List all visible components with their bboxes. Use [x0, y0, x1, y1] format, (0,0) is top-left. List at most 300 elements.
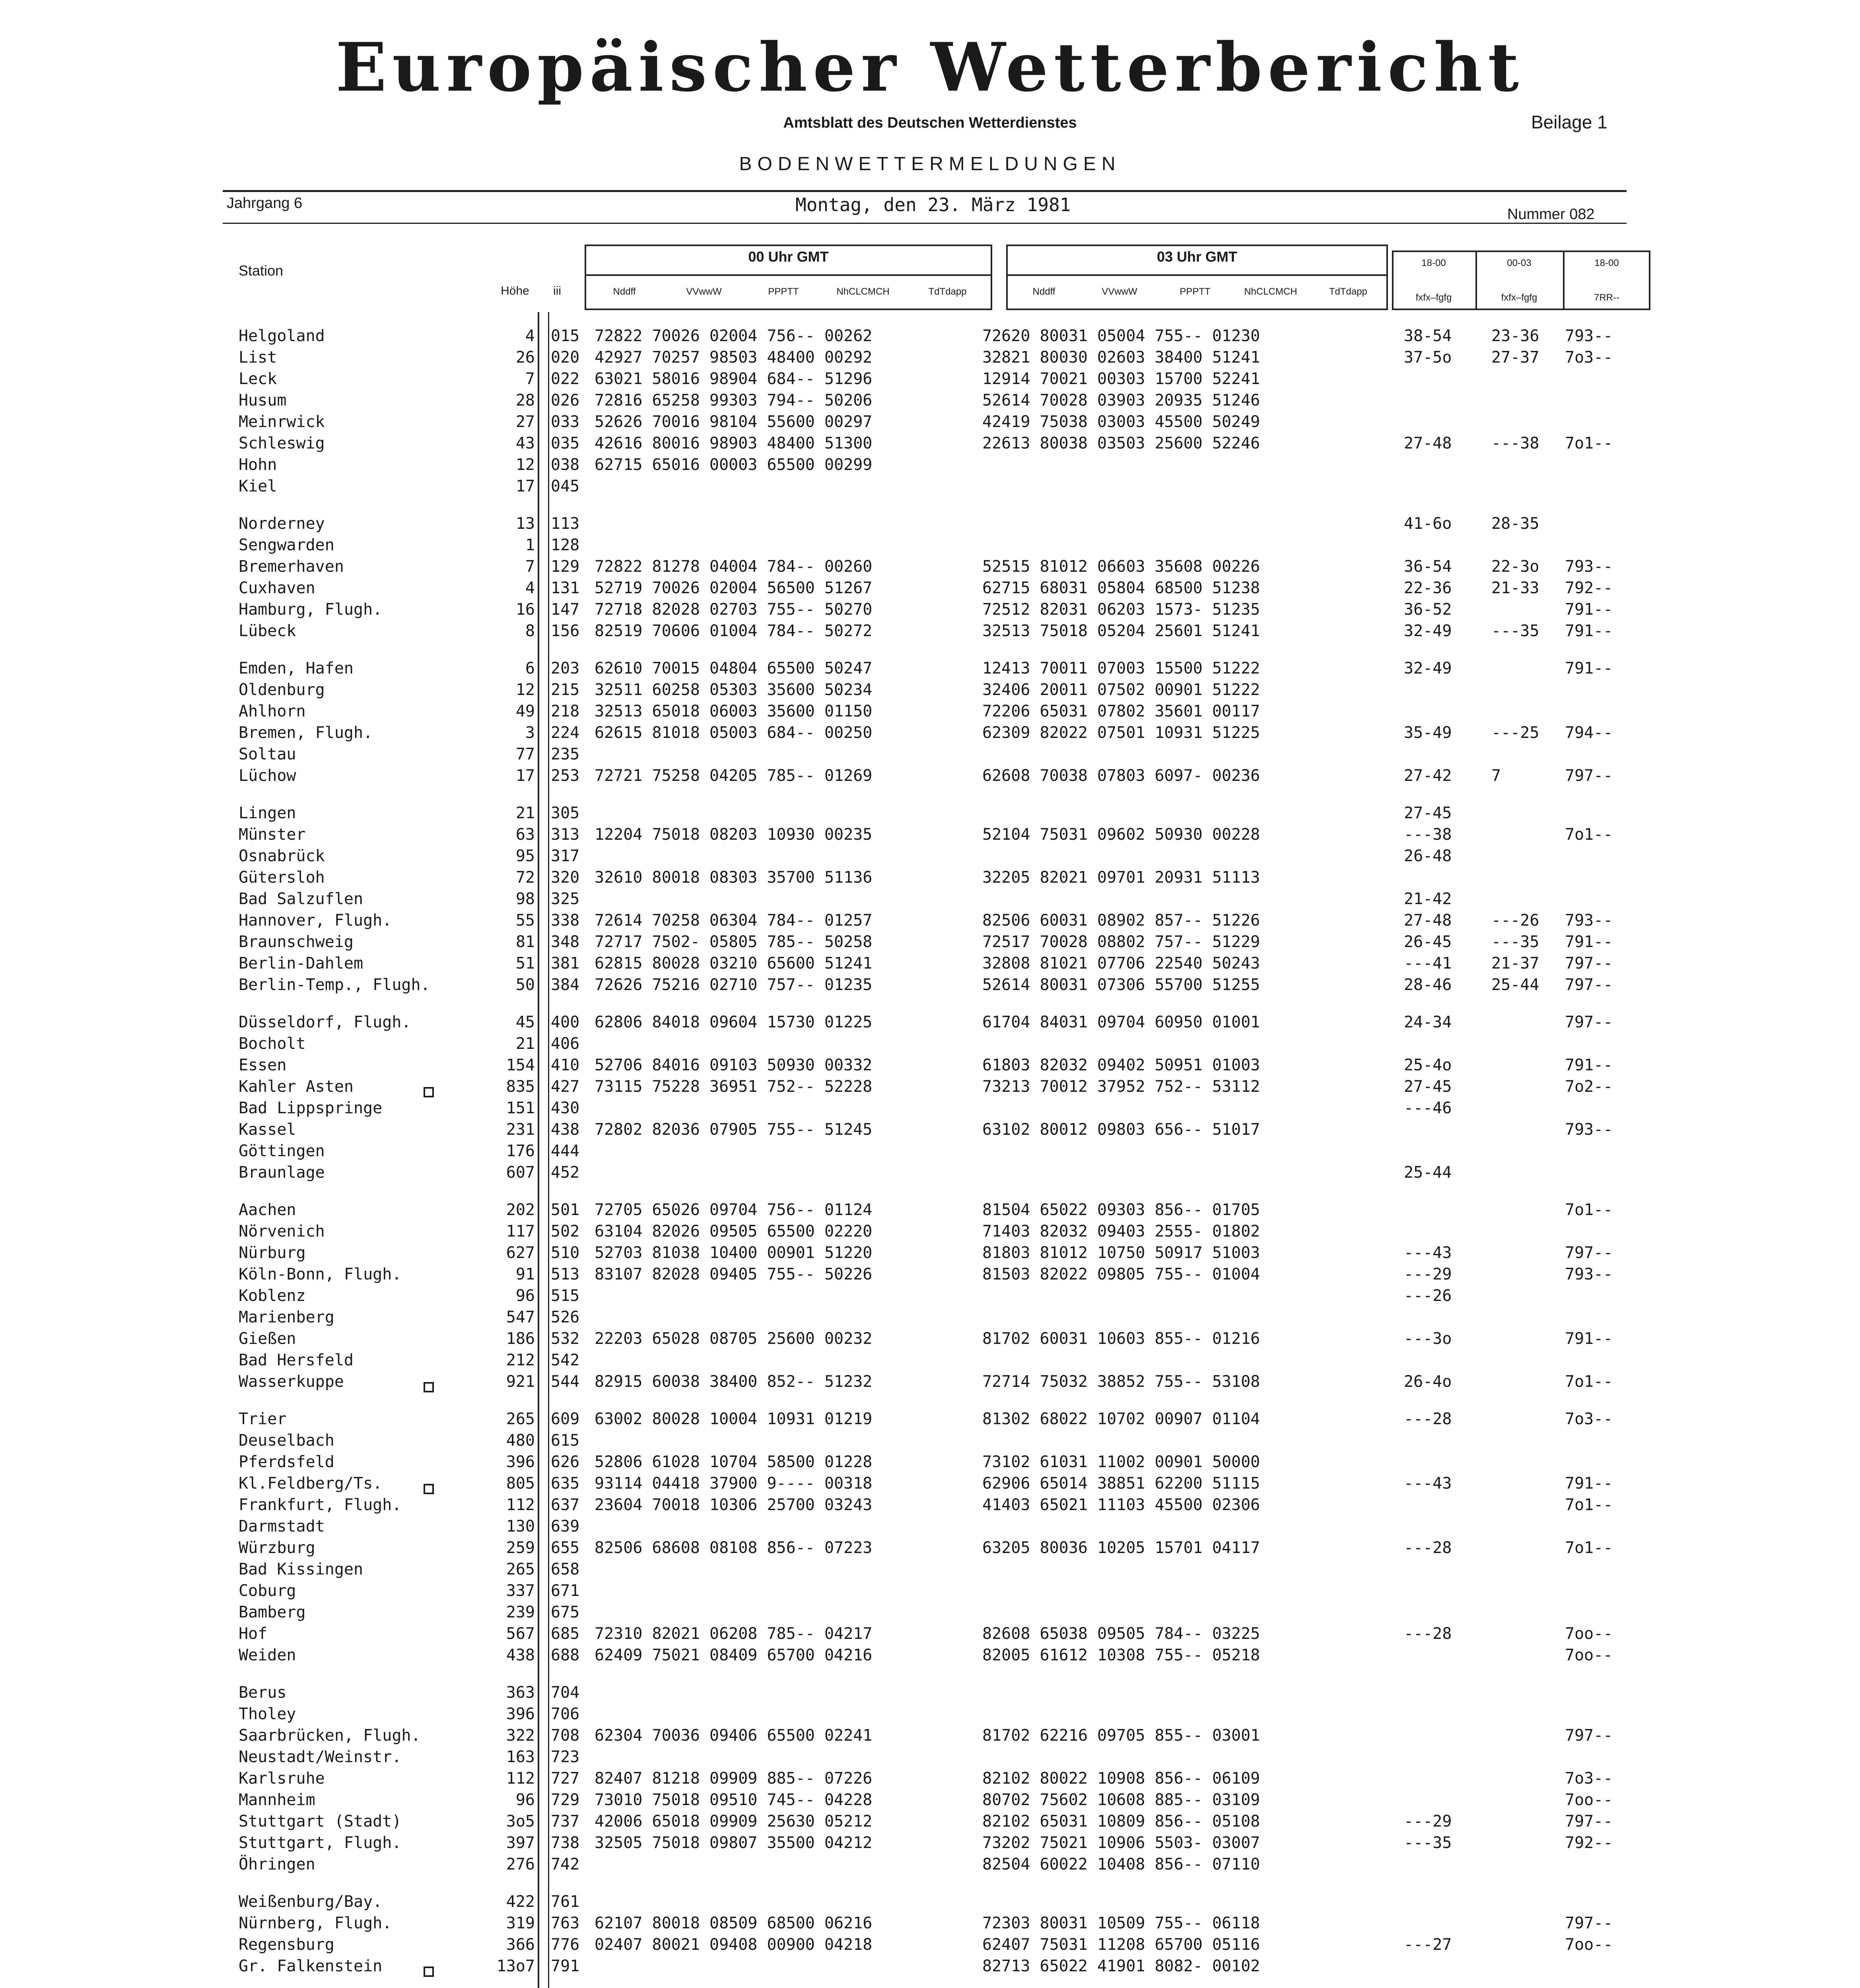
gust-18-00: ---28: [1404, 1410, 1452, 1428]
station-name: Helgoland: [239, 327, 325, 345]
station-index: 235: [551, 745, 580, 763]
gust-18-00: ---27: [1404, 1936, 1452, 1954]
station-height: 91: [515, 1265, 535, 1283]
table-row: [0, 325, 1860, 347]
gust-18-00: ---43: [1404, 1474, 1452, 1493]
gust-00-03: 22-3o: [1491, 557, 1539, 576]
table-row: [0, 658, 1860, 679]
station-height: 55: [515, 911, 535, 930]
obs-03-gmt: 52104 75031 09602 50930 00228: [982, 825, 1260, 844]
group-00-header: 00 Uhr GMT: [748, 248, 829, 265]
station-name: Meinrwick: [239, 413, 325, 431]
group-03-header: 03 Uhr GMT: [1156, 248, 1238, 265]
station-name: Husum: [239, 391, 287, 410]
obs-00-gmt: 72310 82021 06208 785-- 04217: [595, 1625, 873, 1643]
precip-18-00: 7oo--: [1565, 1646, 1613, 1664]
station-height: 13: [515, 514, 535, 533]
station-height: 3: [525, 724, 535, 742]
station-name: Bocholt: [239, 1035, 306, 1053]
obs-03-gmt: 82102 80022 10908 856-- 06109: [982, 1769, 1260, 1788]
table-row: [0, 1307, 1860, 1328]
precip-18-00: 793--: [1565, 1120, 1613, 1139]
precip-18-00: 7o3--: [1565, 1769, 1613, 1788]
table-row: [0, 620, 1860, 642]
station-name: Saarbrücken, Flugh.: [239, 1726, 421, 1745]
table-row: [0, 1473, 1860, 1494]
station-index: 033: [551, 413, 580, 431]
station-name: Bad Lippspringe: [239, 1099, 383, 1117]
obs-03-gmt: 81504 65022 09303 856-- 01705: [982, 1201, 1260, 1219]
station-name: Bad Hersfeld: [239, 1351, 354, 1369]
station-index: 015: [551, 327, 580, 345]
station-index: 128: [551, 536, 580, 554]
station-index: 045: [551, 477, 580, 495]
precip-18-00: 797--: [1565, 1726, 1613, 1745]
table-row: [0, 368, 1860, 390]
extra-divider-1: [1475, 250, 1477, 310]
table-row: [0, 1451, 1860, 1473]
gust-18-00: ---3o: [1404, 1330, 1452, 1348]
report-subtitle: Amtsblatt des Deutschen Wetterdienstes: [783, 115, 1077, 131]
obs-00-gmt: 72721 75258 04205 785-- 01269: [595, 767, 873, 785]
obs-03-gmt: 52614 70028 03903 20935 51246: [982, 391, 1260, 410]
table-row: [0, 722, 1860, 744]
station-height: 627: [506, 1244, 535, 1262]
station-name: Kahler Asten: [239, 1077, 354, 1096]
station-index: 708: [551, 1726, 580, 1745]
obs-00-gmt: 52719 70026 02004 56500 51267: [595, 579, 873, 597]
gust-18-00: ---28: [1404, 1539, 1452, 1557]
precip-18-00: 793--: [1565, 327, 1613, 345]
station-height: 8: [525, 622, 535, 640]
station-height: 6: [525, 659, 535, 678]
obs-00-gmt: 32513 65018 06003 35600 01150: [595, 702, 873, 720]
gust-18-00: 32-49: [1404, 622, 1452, 640]
station-name: Bremerhaven: [239, 557, 344, 576]
obs-00-gmt: 02407 80021 09408 00900 04218: [595, 1936, 873, 1954]
station-index: 776: [551, 1936, 580, 1954]
extra-2-header: 00-03: [1507, 258, 1532, 268]
station-height: 4: [525, 579, 535, 597]
gust-18-00: 37-5o: [1404, 348, 1452, 367]
obs-03-gmt: 82608 65038 09505 784-- 03225: [982, 1625, 1260, 1643]
station-height: 396: [506, 1453, 535, 1471]
table-row: [0, 1768, 1860, 1789]
table-row: [0, 845, 1860, 867]
station-index: 427: [551, 1077, 580, 1096]
table-row: [0, 1811, 1860, 1832]
station-name: Berlin-Dahlem: [239, 954, 363, 973]
obs-00-gmt: 63021 58016 98904 684-- 51296: [595, 370, 873, 388]
obs-00-gmt: 62815 80028 03210 65600 51241: [595, 954, 873, 973]
gust-00-03: ---35: [1491, 622, 1539, 640]
gust-18-00: 22-36: [1404, 579, 1452, 597]
obs-00-gmt: 72816 65258 99303 794-- 50206: [595, 391, 873, 410]
station-name: Cuxhaven: [239, 579, 315, 597]
station-index: 317: [551, 847, 580, 865]
obs-03-gmt: 12914 70021 00303 15700 52241: [982, 370, 1260, 388]
date-rule: [223, 223, 1627, 224]
gust-00-03: ---26: [1491, 911, 1539, 930]
station-index: 685: [551, 1625, 580, 1643]
table-row: [0, 1580, 1860, 1602]
station-height: 21: [515, 804, 535, 822]
station-index: 615: [551, 1431, 580, 1450]
station-height: 607: [506, 1163, 535, 1182]
gust-18-00: 26-45: [1404, 933, 1452, 951]
obs-00-gmt: 62715 65016 00003 65500 00299: [595, 456, 873, 474]
station-index: 129: [551, 557, 580, 576]
station-height: 547: [506, 1308, 535, 1326]
obs-03-gmt: 73202 75021 10906 5503- 03007: [982, 1834, 1260, 1852]
station-index: 438: [551, 1120, 580, 1139]
table-row: [0, 1140, 1860, 1162]
station-name: Schleswig: [239, 434, 325, 452]
obs-00-gmt: 12204 75018 08203 10930 00235: [595, 825, 873, 844]
station-height: 117: [506, 1222, 535, 1241]
station-index: 542: [551, 1351, 580, 1369]
field-03-vvwww: VVwwW: [1102, 286, 1137, 297]
station-name: Gütersloh: [239, 868, 325, 887]
precip-18-00: 797--: [1565, 1013, 1613, 1031]
station-index: 218: [551, 702, 580, 720]
station-name: Frankfurt, Flugh.: [239, 1496, 402, 1514]
station-index: 723: [551, 1748, 580, 1766]
station-name: Würzburg: [239, 1539, 315, 1557]
station-index: 639: [551, 1517, 580, 1536]
station-height: 26: [515, 348, 535, 367]
gust-18-00: 25-4o: [1404, 1056, 1452, 1074]
obs-03-gmt: 41403 65021 11103 45500 02306: [982, 1496, 1260, 1514]
station-height: 95: [515, 847, 535, 865]
station-name: Münster: [239, 825, 306, 844]
table-row: [0, 1264, 1860, 1285]
table-row: [0, 454, 1860, 476]
station-index: 035: [551, 434, 580, 452]
station-height: 50: [515, 976, 535, 994]
station-height: 81: [515, 933, 535, 951]
station-name: Weiden: [239, 1646, 296, 1664]
precip-18-00: 7o1--: [1565, 434, 1613, 452]
table-row: [0, 1011, 1860, 1033]
table-row: [0, 1349, 1860, 1371]
obs-03-gmt: 32808 81021 07706 22540 50243: [982, 954, 1260, 973]
gust-00-03: ---38: [1491, 434, 1539, 452]
station-height: 27: [515, 413, 535, 431]
table-row: [0, 1199, 1860, 1221]
obs-03-gmt: 62715 68031 05804 68500 51238: [982, 579, 1260, 597]
station-name: Berus: [239, 1683, 287, 1702]
obs-00-gmt: 62304 70036 09406 65500 02241: [595, 1726, 873, 1745]
station-name: Neustadt/Weinstr.: [239, 1748, 402, 1766]
field-03-ppptt: PPPTT: [1180, 286, 1211, 297]
obs-03-gmt: 82102 65031 10809 856-- 05108: [982, 1812, 1260, 1831]
section-title: BODENWETTERMELDUNGEN: [739, 153, 1121, 175]
height-header: Höhe: [501, 284, 529, 297]
station-height: 12: [515, 456, 535, 474]
table-row: [0, 867, 1860, 888]
obs-00-gmt: 72614 70258 06304 784-- 01257: [595, 911, 873, 930]
station-index: 688: [551, 1646, 580, 1664]
station-name: Nörvenich: [239, 1222, 325, 1241]
table-row: [0, 974, 1860, 996]
gust-18-00: 27-48: [1404, 434, 1452, 452]
station-index: 113: [551, 514, 580, 533]
station-name: Braunlage: [239, 1163, 325, 1182]
station-name: Kiel: [239, 477, 277, 495]
station-name: Hohn: [239, 456, 277, 474]
table-row: [0, 802, 1860, 824]
precip-18-00: 7o1--: [1565, 1201, 1613, 1219]
precip-18-00: 7o1--: [1565, 1373, 1613, 1391]
station-index: 658: [551, 1560, 580, 1578]
station-height: 176: [506, 1142, 535, 1160]
station-index: 131: [551, 579, 580, 597]
obs-03-gmt: 71403 82032 09403 2555- 01802: [982, 1222, 1260, 1241]
station-height: 45: [515, 1013, 535, 1031]
obs-03-gmt: 72620 80031 05004 755-- 01230: [982, 327, 1260, 345]
station-name: Wasserkuppe: [239, 1373, 344, 1391]
obs-03-gmt: 82504 60022 10408 856-- 07110: [982, 1855, 1260, 1873]
obs-03-gmt: 81702 60031 10603 855-- 01216: [982, 1330, 1260, 1348]
table-row: [0, 931, 1860, 953]
gust-18-00: 25-44: [1404, 1163, 1452, 1182]
station-name: Bamberg: [239, 1603, 306, 1621]
obs-03-gmt: 22613 80038 03503 25600 52246: [982, 434, 1260, 452]
field-03-clouds: NhCLCMCH: [1244, 286, 1297, 297]
station-height: 265: [506, 1410, 535, 1428]
gust-18-00: ---41: [1404, 954, 1452, 973]
station-height: 112: [506, 1496, 535, 1514]
table-row: [0, 701, 1860, 722]
station-height: 231: [506, 1120, 535, 1139]
station-height: 151: [506, 1099, 535, 1117]
table-row: [0, 1162, 1860, 1183]
obs-03-gmt: 81302 68022 10702 00907 01104: [982, 1410, 1260, 1428]
table-row: [0, 577, 1860, 599]
extra-3-header: 18-00: [1594, 258, 1619, 268]
station-index: 430: [551, 1099, 580, 1117]
table-row: [0, 1832, 1860, 1854]
extra-3-sub: 7RR--: [1594, 292, 1619, 303]
table-row: [0, 910, 1860, 931]
station-index: 675: [551, 1603, 580, 1621]
station-height: 7: [525, 370, 535, 388]
station-index: 400: [551, 1013, 580, 1031]
table-row: [0, 513, 1860, 534]
obs-00-gmt: 22203 65028 08705 25600 00232: [595, 1330, 873, 1348]
precip-18-00: 793--: [1565, 911, 1613, 930]
station-index: 224: [551, 724, 580, 742]
table-row: [0, 433, 1860, 454]
gust-18-00: 27-45: [1404, 1077, 1452, 1096]
station-height: 77: [515, 745, 535, 763]
table-row: [0, 1516, 1860, 1537]
top-rule: [223, 190, 1627, 192]
station-name: List: [239, 348, 277, 367]
precip-18-00: 7o3--: [1565, 1410, 1613, 1428]
field-00-nddff: Nddff: [613, 286, 636, 297]
report-title: Europäischer Wetterbericht: [336, 28, 1524, 107]
station-name: Soltau: [239, 745, 296, 763]
station-name: Weißenburg/Bay.: [239, 1893, 383, 1911]
station-height: 805: [506, 1474, 535, 1493]
extra-divider-2: [1563, 250, 1565, 310]
station-name: Koblenz: [239, 1287, 306, 1305]
gust-18-00: 27-48: [1404, 911, 1452, 930]
station-index: 626: [551, 1453, 580, 1471]
obs-00-gmt: 62806 84018 09604 15730 01225: [595, 1013, 873, 1031]
precip-18-00: 7o2--: [1565, 1077, 1613, 1096]
gust-00-03: 7: [1491, 767, 1501, 785]
obs-00-gmt: 82519 70606 01004 784-- 50272: [595, 622, 873, 640]
station-index: 763: [551, 1914, 580, 1932]
gust-18-00: ---29: [1404, 1812, 1452, 1831]
station-name: Stuttgart, Flugh.: [239, 1834, 402, 1852]
obs-03-gmt: 52614 80031 07306 55700 51255: [982, 976, 1260, 994]
station-height: 259: [506, 1539, 535, 1557]
station-index: 147: [551, 600, 580, 619]
station-index: 038: [551, 456, 580, 474]
precip-18-00: 7o1--: [1565, 825, 1613, 844]
table-row: [0, 1328, 1860, 1349]
table-row: [0, 1537, 1860, 1559]
field-00-dewpoint: TdTdapp: [928, 286, 967, 297]
gust-00-03: 27-37: [1491, 348, 1539, 367]
station-index: 635: [551, 1474, 580, 1493]
table-row: [0, 1746, 1860, 1768]
station-height: 265: [506, 1560, 535, 1578]
station-name: Stuttgart (Stadt): [239, 1812, 402, 1831]
station-height: 202: [506, 1201, 535, 1219]
precip-18-00: 792--: [1565, 1834, 1613, 1852]
obs-00-gmt: 62409 75021 08409 65700 04216: [595, 1646, 873, 1664]
station-index: 737: [551, 1812, 580, 1831]
gust-18-00: 26-48: [1404, 847, 1452, 865]
precip-18-00: 797--: [1565, 1914, 1613, 1932]
gust-00-03: 23-36: [1491, 327, 1539, 345]
station-index: 026: [551, 391, 580, 410]
obs-00-gmt: 72717 7502- 05805 785-- 50258: [595, 933, 873, 951]
station-name: Berlin-Temp., Flugh.: [239, 976, 430, 994]
station-height: 438: [506, 1646, 535, 1664]
obs-00-gmt: 73115 75228 36951 752-- 52228: [595, 1077, 873, 1096]
obs-00-gmt: 23604 70018 10306 25700 03243: [595, 1496, 873, 1514]
station-index: 513: [551, 1265, 580, 1283]
obs-00-gmt: 63002 80028 10004 10931 01219: [595, 1410, 873, 1428]
obs-03-gmt: 52515 81012 06603 35608 00226: [982, 557, 1260, 576]
station-name: Nürburg: [239, 1244, 306, 1262]
obs-03-gmt: 42419 75038 03003 45500 50249: [982, 413, 1260, 431]
station-name: Marienberg: [239, 1308, 334, 1326]
station-index: 729: [551, 1791, 580, 1809]
station-index: 704: [551, 1683, 580, 1702]
obs-03-gmt: 32406 20011 07502 00901 51222: [982, 681, 1260, 699]
station-height: 43: [515, 434, 535, 452]
obs-03-gmt: 12413 70011 07003 15500 51222: [982, 659, 1260, 678]
field-03-nddff: Nddff: [1032, 286, 1055, 297]
precip-18-00: 7o3--: [1565, 348, 1613, 367]
obs-00-gmt: 52626 70016 98104 55600 00297: [595, 413, 873, 431]
precip-18-00: 797--: [1565, 767, 1613, 785]
station-height: 835: [506, 1077, 535, 1096]
precip-18-00: 797--: [1565, 954, 1613, 973]
station-height: 276: [506, 1855, 535, 1873]
station-name: Köln-Bonn, Flugh.: [239, 1265, 402, 1283]
station-index: 501: [551, 1201, 580, 1219]
precip-18-00: 791--: [1565, 933, 1613, 951]
station-index: 609: [551, 1410, 580, 1428]
obs-00-gmt: 62610 70015 04804 65500 50247: [595, 659, 873, 678]
station-height: 239: [506, 1603, 535, 1621]
station-name: Osnabrück: [239, 847, 325, 865]
station-name: Hannover, Flugh.: [239, 911, 392, 930]
station-index: 320: [551, 868, 580, 887]
station-name: Bad Kissingen: [239, 1560, 363, 1578]
station-height: 366: [506, 1936, 535, 1954]
precip-18-00: 797--: [1565, 976, 1613, 994]
open-square-icon: [424, 1960, 434, 1982]
gust-18-00: 26-4o: [1404, 1373, 1452, 1391]
station-height: 17: [515, 767, 535, 785]
station-index: 253: [551, 767, 580, 785]
gust-00-03: ---35: [1491, 933, 1539, 951]
table-row: [0, 1725, 1860, 1746]
obs-03-gmt: 81702 62216 09705 855-- 03001: [982, 1726, 1260, 1745]
station-name: Deuselbach: [239, 1431, 334, 1450]
station-index: 020: [551, 348, 580, 367]
open-square-icon: [424, 1376, 434, 1397]
table-row: [0, 1703, 1860, 1725]
station-name: Norderney: [239, 514, 325, 533]
station-height: 363: [506, 1683, 535, 1702]
precip-18-00: 7o1--: [1565, 1539, 1613, 1557]
obs-03-gmt: 72206 65031 07802 35601 00117: [982, 702, 1260, 720]
station-height: 921: [506, 1373, 535, 1391]
gust-18-00: 32-49: [1404, 659, 1452, 678]
gust-00-03: ---25: [1491, 724, 1539, 742]
obs-00-gmt: 72718 82028 02703 755-- 50270: [595, 600, 873, 619]
table-row: [0, 1912, 1860, 1934]
obs-03-gmt: 82005 61612 10308 755-- 05218: [982, 1646, 1260, 1664]
station-index: 156: [551, 622, 580, 640]
station-index: 761: [551, 1893, 580, 1911]
obs-00-gmt: 62615 81018 05003 684-- 00250: [595, 724, 873, 742]
obs-03-gmt: 72303 80031 10509 755-- 06118: [982, 1914, 1260, 1932]
precip-18-00: 794--: [1565, 724, 1613, 742]
table-row: [0, 1408, 1860, 1430]
gust-18-00: ---46: [1404, 1099, 1452, 1117]
station-height: 72: [515, 868, 535, 887]
obs-03-gmt: 82713 65022 41901 8082- 00102: [982, 1957, 1260, 1975]
station-name: Öhringen: [239, 1855, 315, 1873]
station-name: Braunschweig: [239, 933, 354, 951]
table-row: [0, 679, 1860, 701]
table-row: [0, 411, 1860, 433]
table-row: [0, 1033, 1860, 1054]
obs-03-gmt: 73102 61031 11002 00901 50000: [982, 1453, 1260, 1471]
station-index: 022: [551, 370, 580, 388]
table-row: [0, 1623, 1860, 1644]
station-name: Gießen: [239, 1330, 296, 1348]
supplement-label: Beilage 1: [1531, 112, 1607, 132]
station-height: 21: [515, 1035, 535, 1053]
station-height: 322: [506, 1726, 535, 1745]
station-index: 706: [551, 1705, 580, 1723]
station-name: Bremen, Flugh.: [239, 724, 373, 742]
obs-03-gmt: 32205 82021 09701 20931 51113: [982, 868, 1260, 887]
gust-18-00: 36-54: [1404, 557, 1452, 576]
